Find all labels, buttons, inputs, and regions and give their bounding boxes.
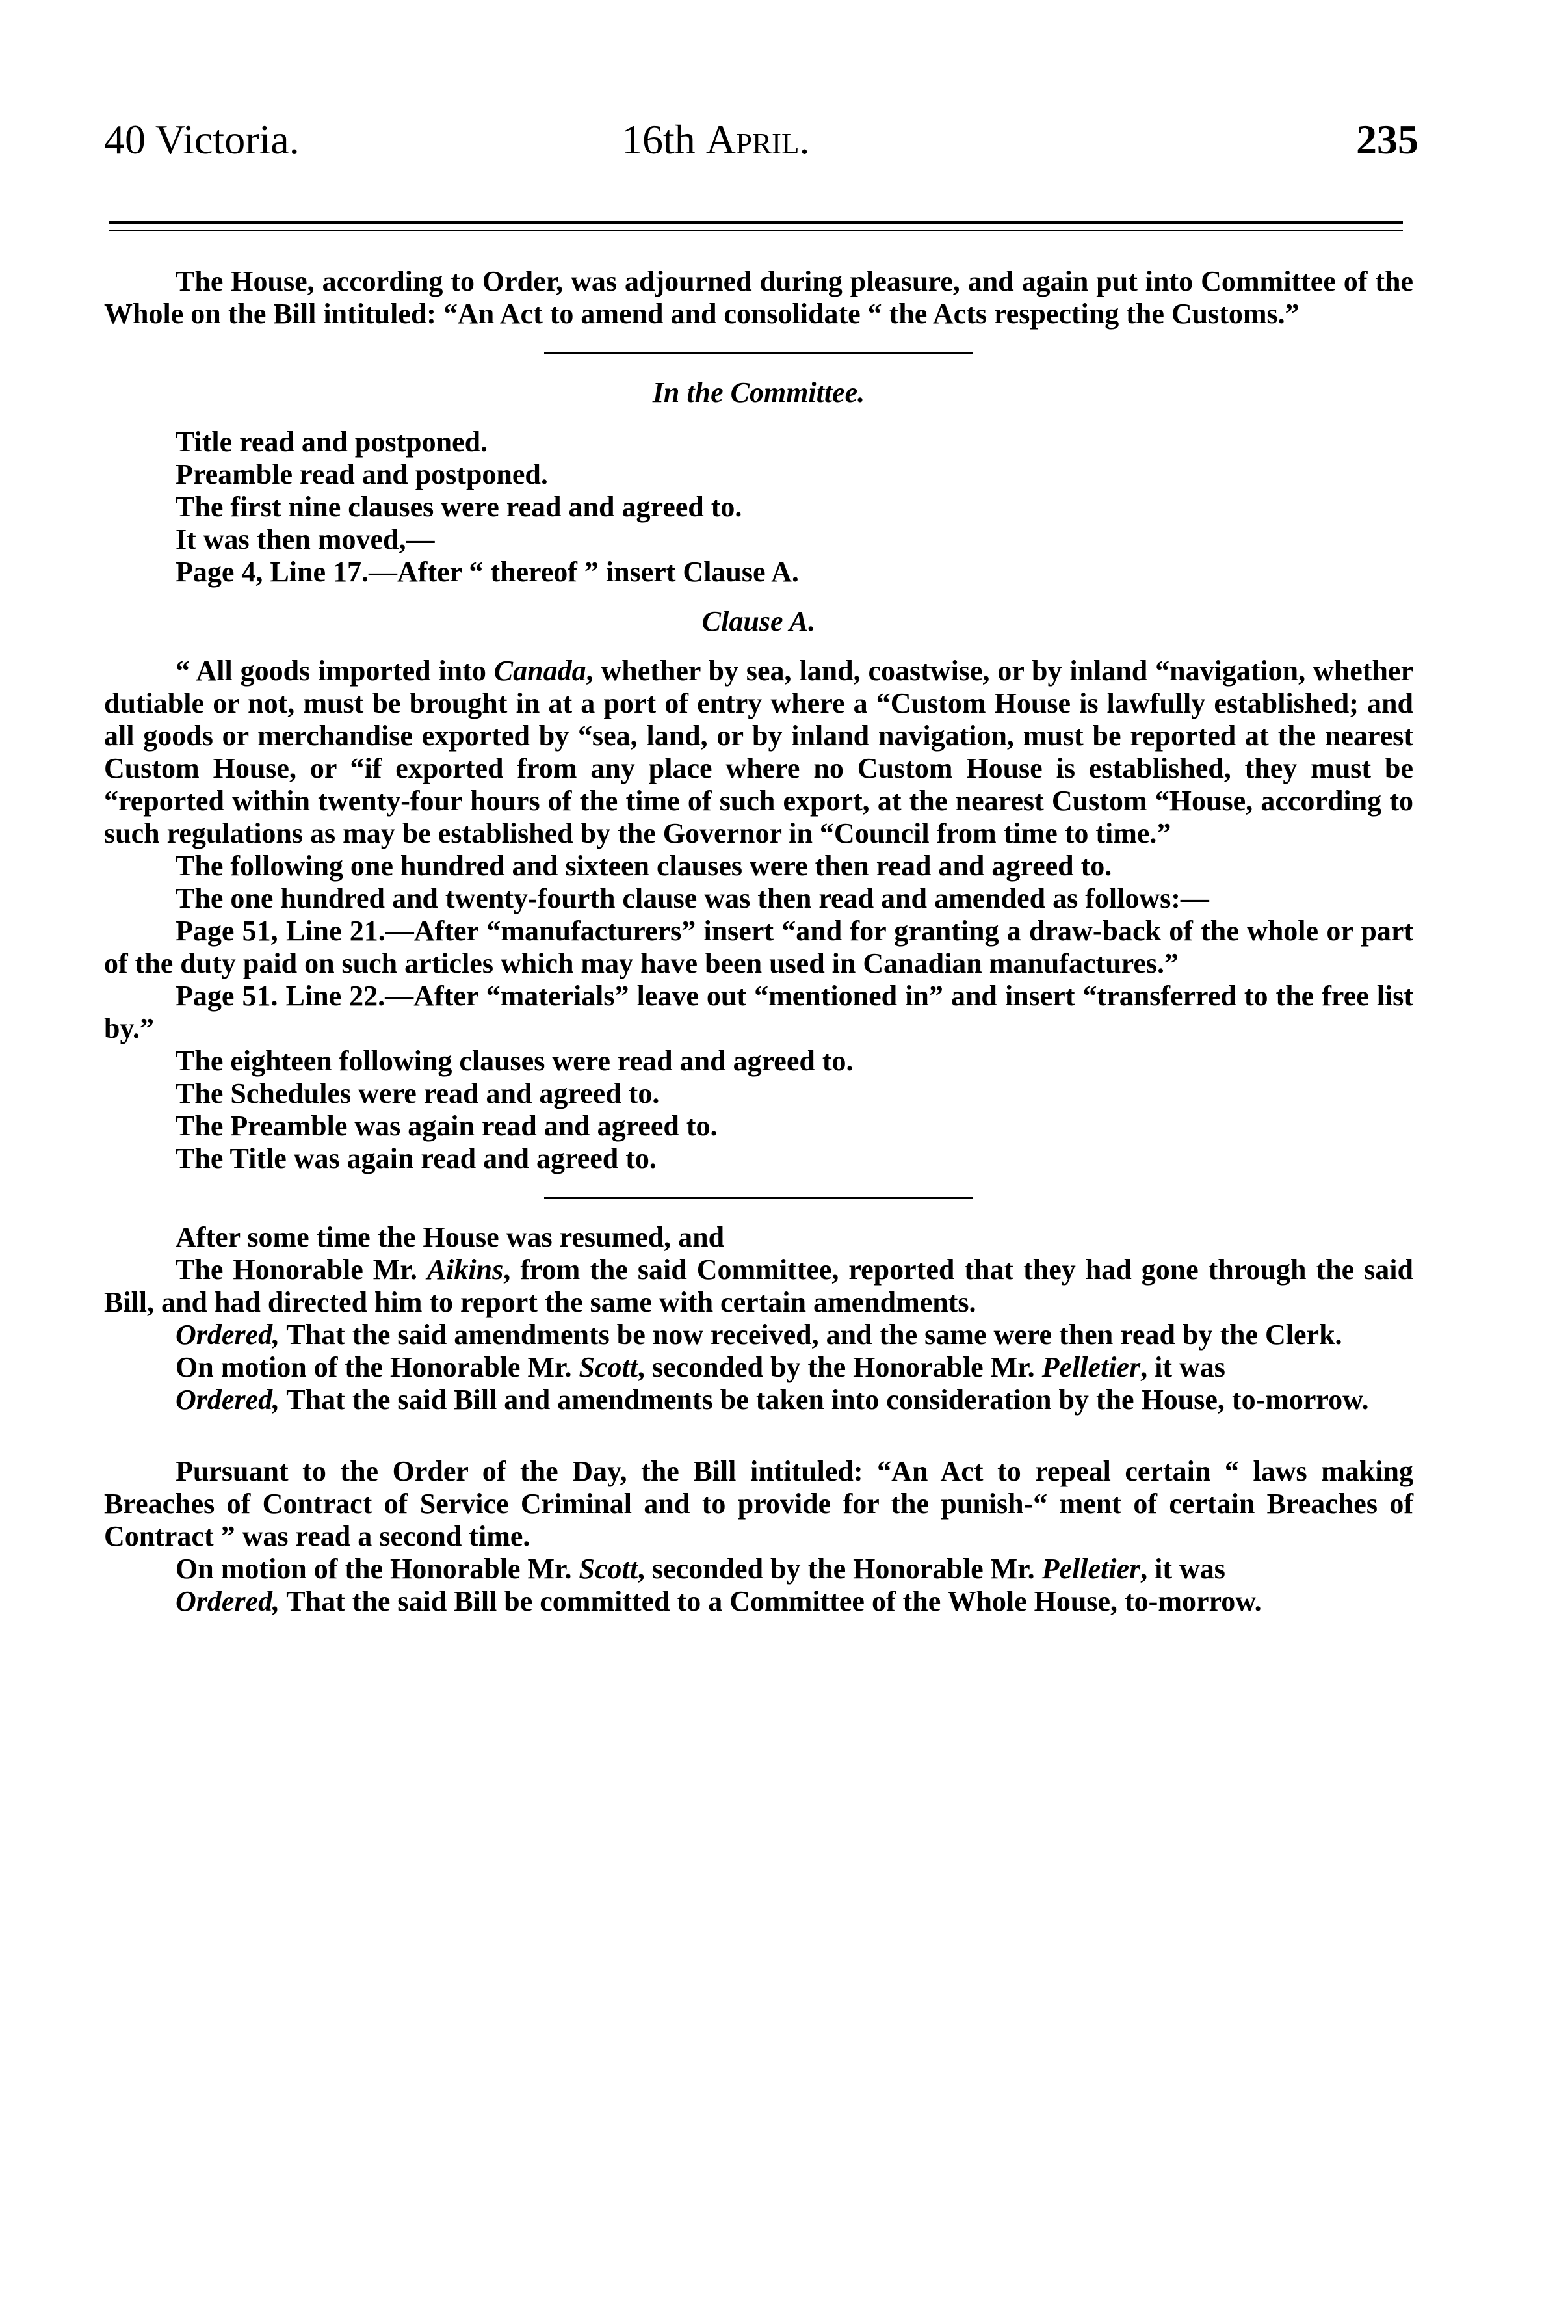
amendment-page51-line21: Page 51, Line 21.—After “manufacturers” insert “and for granting a draw-back of the whole or part of the duty paid on such articles which may have been used in Canadian manufactures.” bbox=[104, 915, 1413, 979]
clause-a-text bbox=[104, 655, 1413, 850]
header-rule-thin bbox=[109, 230, 1403, 231]
ordered-word: Ordered, bbox=[176, 1384, 280, 1416]
closing-line: The eighteen following clauses were read and agreed to. bbox=[176, 1045, 854, 1077]
header-date bbox=[621, 116, 810, 164]
place-name: Canada bbox=[493, 655, 586, 687]
report-text: The Honorable Mr. bbox=[176, 1254, 427, 1286]
header-date-month: April. bbox=[705, 116, 810, 163]
ordered-word: Ordered, bbox=[176, 1319, 280, 1351]
motion-text: , it was bbox=[1140, 1351, 1225, 1383]
member-name: Scott bbox=[579, 1553, 638, 1585]
closing-line: The Preamble was again read and agreed to. bbox=[176, 1110, 718, 1142]
member-name: Aikins bbox=[426, 1254, 504, 1286]
clause-a-heading: Clause A. bbox=[701, 605, 816, 637]
ordered-paragraph bbox=[104, 1319, 1413, 1351]
clause-a-text-part: , whether by sea, land, coastwise, or by inland “navigation, whether dutiable or not, must be brought in at a port of entry where a “Custom House is lawfully established; and all goods or merchandise exported by “sea, land, or by inland navigation, must be reported at the nearest Custom House, or “if exported from any place where no Custom House is established, they must be “reported within twenty-four hours of the time of such export, at the nearest Custom “House, according to such regulations as may be established by the Governor in “Council from time to time.” bbox=[104, 655, 1413, 849]
header-regnal-year: 40 Victoria. bbox=[104, 116, 300, 163]
second-reading-paragraph: Pursuant to the Order of the Day, the Bill intituled: “An Act to repeal certain “ laws making Breaches of Contract of Service Criminal and to provide for the punish-“ ment of certain Breaches of Contract ” was read a second time. bbox=[104, 1455, 1413, 1552]
member-name: Pelletier bbox=[1041, 1351, 1141, 1383]
motion-paragraph bbox=[104, 1553, 1413, 1585]
committee-line: Title read and postponed. bbox=[176, 426, 488, 458]
ordered-paragraph bbox=[104, 1585, 1413, 1618]
page-number: 235 bbox=[1356, 116, 1418, 163]
journal-body bbox=[104, 265, 1413, 1618]
report-text: , from the said Committee, reported that they had gone through the said Bill, and had directed him to report the same with certain amendments. bbox=[104, 1254, 1413, 1318]
member-name: Pelletier bbox=[1041, 1553, 1141, 1585]
header-date-day: 16th bbox=[621, 116, 696, 163]
header-rule-thick bbox=[109, 221, 1403, 224]
closing-line: The Title was again read and agreed to. bbox=[176, 1142, 657, 1174]
clause-a-text-part: “ All goods imported into bbox=[176, 655, 494, 687]
closing-line: The Schedules were read and agreed to. bbox=[176, 1077, 660, 1109]
member-name: Scott bbox=[579, 1351, 638, 1383]
committee-line: The first nine clauses were read and agreed to. bbox=[176, 491, 742, 523]
ordered-text: That the said Bill and amendments be taken into consideration by the House, to-morrow. bbox=[280, 1384, 1369, 1416]
motion-text: On motion of the Honorable Mr. bbox=[176, 1351, 579, 1383]
clause-124-paragraph: The one hundred and twenty-fourth clause was then read and amended as follows:— bbox=[176, 882, 1209, 914]
motion-paragraph bbox=[104, 1351, 1413, 1384]
running-header bbox=[104, 116, 1424, 194]
committee-line: It was then moved,— bbox=[176, 523, 435, 555]
committee-heading: In the Committee. bbox=[652, 376, 865, 408]
motion-text: On motion of the Honorable Mr. bbox=[176, 1553, 579, 1585]
amendment-page51-line22: Page 51. Line 22.—After “materials” leave out “mentioned in” and insert “transferred to the free list by.” bbox=[104, 980, 1413, 1044]
committee-line: Preamble read and postponed. bbox=[176, 458, 548, 490]
ordered-text: That the said amendments be now received, and the same were then read by the Clerk. bbox=[280, 1319, 1342, 1351]
ordered-paragraph bbox=[104, 1384, 1413, 1416]
motion-text: , seconded by the Honorable Mr. bbox=[637, 1553, 1042, 1585]
ordered-word: Ordered, bbox=[176, 1585, 280, 1617]
committee-report-paragraph bbox=[104, 1254, 1413, 1319]
motion-text: , seconded by the Honorable Mr. bbox=[637, 1351, 1042, 1383]
motion-text: , it was bbox=[1140, 1553, 1225, 1585]
house-resumed-line: After some time the House was resumed, and bbox=[176, 1221, 725, 1253]
following-clauses-line: The following one hundred and sixteen clauses were then read and agreed to. bbox=[176, 850, 1112, 882]
ordered-text: That the said Bill be committed to a Committee of the Whole House, to-morrow. bbox=[280, 1585, 1262, 1617]
committee-line: Page 4, Line 17.—After “ thereof ” insert Clause A. bbox=[176, 556, 799, 588]
intro-paragraph: The House, according to Order, was adjourned during pleasure, and again put into Committee of the Whole on the Bill intituled: “An Act to amend and consolidate “ the Acts respecting the Customs.” bbox=[104, 265, 1413, 330]
